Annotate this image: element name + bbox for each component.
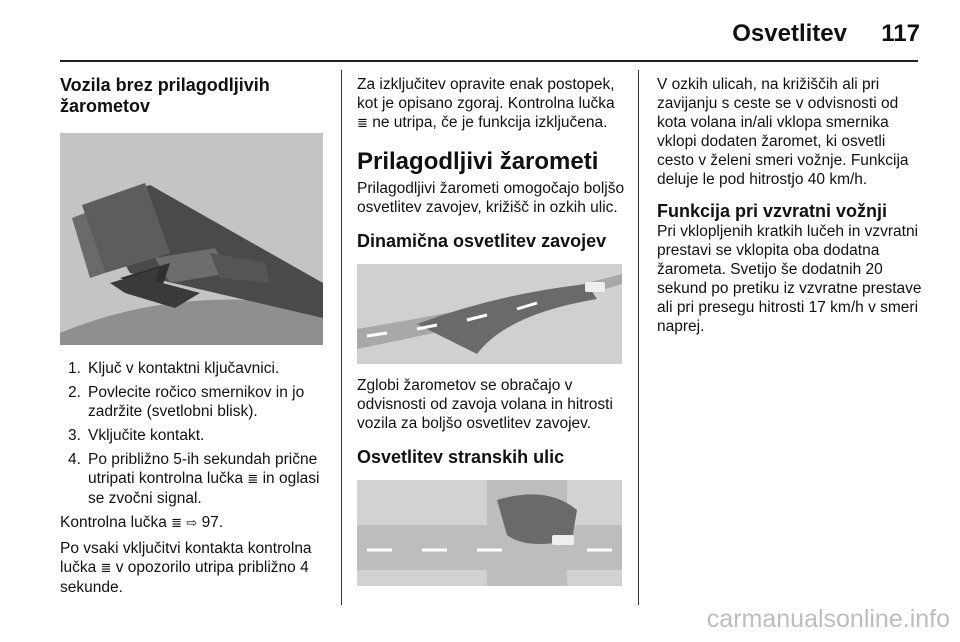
paragraph: Pri vklopljenih kratkih lučeh in vzvratni prestavi se vklopita oba dodatna žarometa. Svetijo še dodatnih 20 sekund po pretiku iz vzvratne prestave ali pri presegu hitrosti 17 km/h v smeri naprej.: [657, 223, 922, 335]
lever-illustration: [60, 133, 323, 345]
side-street-illustration: [357, 480, 622, 586]
page-header: [0, 20, 960, 50]
list-item: 2. Povlecite ročico smernikov in jo zadržite (svetlobni blisk).: [68, 384, 305, 420]
headlamp-warning-icon: ≣: [357, 116, 368, 131]
header-rule: [60, 60, 918, 62]
steps-list: [60, 359, 325, 508]
side-street-image: [357, 480, 622, 586]
paragraph: Po vsaki vključitvi kontakta kontrolna lučka ≣ v opozorilo utripa približno 4 sekunde.: [60, 540, 312, 596]
paragraph: V ozkih ulicah, na križiščih ali pri zavijanju s ceste se v odvisnosti od kota volana in/ali vklopa smernika vklopi dodaten žaromet, ki osvetli cesto v želeni smeri vožnje. Funkcija deluje le pod hitrostjo 40 km/h.: [657, 76, 909, 188]
list-item: 3. Vključite kontakt.: [68, 427, 205, 444]
curve-road-image: [357, 264, 622, 364]
subsection-heading: Dinamična osvetlitev zavojev: [357, 231, 607, 251]
headlamp-warning-icon: ≣: [247, 472, 259, 487]
headlamp-warning-icon: ≣: [100, 561, 112, 576]
section-heading: Funkcija pri vzvratni vožnji: [657, 201, 888, 221]
page-number: 117: [881, 20, 920, 47]
paragraph: Za izključitev opravite enak postopek, kot je opisano zgoraj. Kontrolna lučka ≣ ne utripa, če je funkcija izključena.: [357, 76, 615, 131]
column-1: [60, 75, 325, 597]
paragraph: Prilagodljivi žarometi omogočajo boljšo osvetlitev zavojev, križišč in ozkih ulic.: [357, 180, 625, 216]
page-title: Osvetlitev: [732, 20, 847, 47]
column-2: [357, 75, 625, 586]
paragraph: Zglobi žarometov se obračajo v odvisnosti od zavoja volana in hitrosti vozila za boljšo osvetlitev zavojev.: [357, 377, 613, 432]
list-item: 1. Ključ v kontaktni ključavnici.: [68, 360, 280, 377]
list-item: 4. Po približno 5-ih sekundah prične utripati kontrolna lučka ≣ in oglasi se zvočni signal.: [68, 451, 320, 507]
headlamp-warning-icon: ≣: [171, 516, 183, 531]
column-divider: [638, 70, 639, 605]
section-heading: Vozila brez prilagodljivih žarometov: [60, 75, 270, 116]
curve-lighting-illustration: [357, 264, 622, 364]
subsection-heading: Osvetlitev stranskih ulic: [357, 447, 565, 467]
column-divider: [341, 70, 342, 605]
paragraph: Kontrolna lučka ≣ ⇨ 97.: [60, 514, 224, 531]
section-heading: Prilagodljivi žarometi: [357, 148, 599, 175]
column-3: [657, 75, 925, 336]
turn-signal-lever-image: [60, 133, 323, 345]
watermark: carmanualsonline.info: [706, 605, 950, 633]
page-reference-icon: ⇨: [186, 516, 198, 531]
